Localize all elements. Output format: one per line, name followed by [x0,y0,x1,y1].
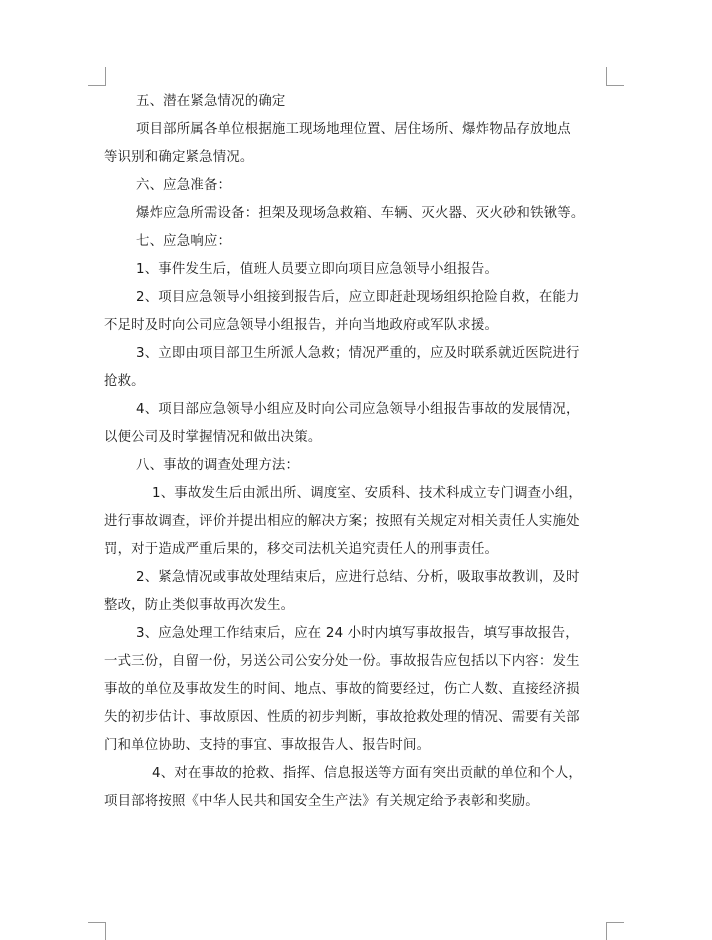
paragraph-line: 事故的单位及事故发生的时间、地点、事故的简要经过，伤亡人数、直接经济损 [104,682,580,697]
crop-mark-top-left-h [88,85,106,86]
paragraph-line: 项目部所属各单位根据施工现场地理位置、居住场所、爆炸物品存放地点 [136,122,571,137]
paragraph-line: 失的初步估计、事故原因、性质的初步判断，事故抢救处理的情况、需要有关部 [104,710,580,725]
paragraph-line: 项目部将按照《中华人民共和国安全生产法》有关规定给予表彰和奖励。 [104,794,539,809]
heading-7: 七、应急响应： [136,234,232,249]
paragraph-line: 爆炸应急所需设备：担架及现场急救箱、车辆、灭火器、灭火砂和铁锹等。 [136,206,585,221]
paragraph-line: 进行事故调查，评价并提出相应的解决方案；按照有关规定对相关责任人实施处 [104,514,580,529]
paragraph-line: 罚，对于造成严重后果的，移交司法机关追究责任人的刑事责任。 [104,542,499,557]
crop-mark-top-right-v [606,67,607,85]
paragraph-line: 1、事件发生后，值班人员要立即向项目应急领导小组报告。 [136,262,499,277]
paragraph-line: 4、项目部应急领导小组应及时向公司应急领导小组报告事故的发展情况， [136,402,580,417]
heading-6: 六、应急准备： [136,178,232,193]
paragraph-line: 1、事故发生后由派出所、调度室、安质科、技术科成立专门调查小组， [152,486,583,501]
paragraph-line: 4、对在事故的抢救、指挥、信息报送等方面有突出贡献的单位和个人， [152,766,583,781]
paragraph-line: 一式三份，自留一份，另送公司公安分处一份。事故报告应包括以下内容：发生 [104,654,580,669]
crop-mark-bottom-left-h [88,922,106,923]
paragraph-line: 3、立即由项目部卫生所派人急救；情况严重的，应及时联系就近医院进行 [136,346,580,361]
paragraph-line: 等识别和确定紧急情况。 [104,150,254,165]
paragraph-line: 2、紧急情况或事故处理结束后，应进行总结、分析，吸取事故教训，及时 [136,570,580,585]
crop-mark-top-left-v [105,67,106,85]
paragraph-line: 整改，防止类似事故再次发生。 [104,598,295,613]
crop-mark-top-right-h [606,85,624,86]
paragraph-line: 不足时及时向公司应急领导小组报告，并向当地政府或军队求援。 [104,318,499,333]
crop-mark-bottom-right-h [606,922,624,923]
crop-mark-bottom-left-v [105,922,106,940]
paragraph-line: 以便公司及时掌握情况和做出决策。 [104,430,322,445]
paragraph-line: 2、项目应急领导小组接到报告后，应立即赶赴现场组织抢险自救，在能力 [136,290,580,305]
heading-8: 八、事故的调查处理方法： [136,458,300,473]
paragraph-line: 3、应急处理工作结束后，应在 24 小时内填写事故报告，填写事故报告， [136,626,579,641]
paragraph-line: 抢救。 [104,374,145,389]
heading-5: 五、潜在紧急情况的确定 [136,94,286,109]
crop-mark-bottom-right-v [606,922,607,940]
paragraph-line: 门和单位协助、支持的事宜、事故报告人、报告时间。 [104,738,431,753]
